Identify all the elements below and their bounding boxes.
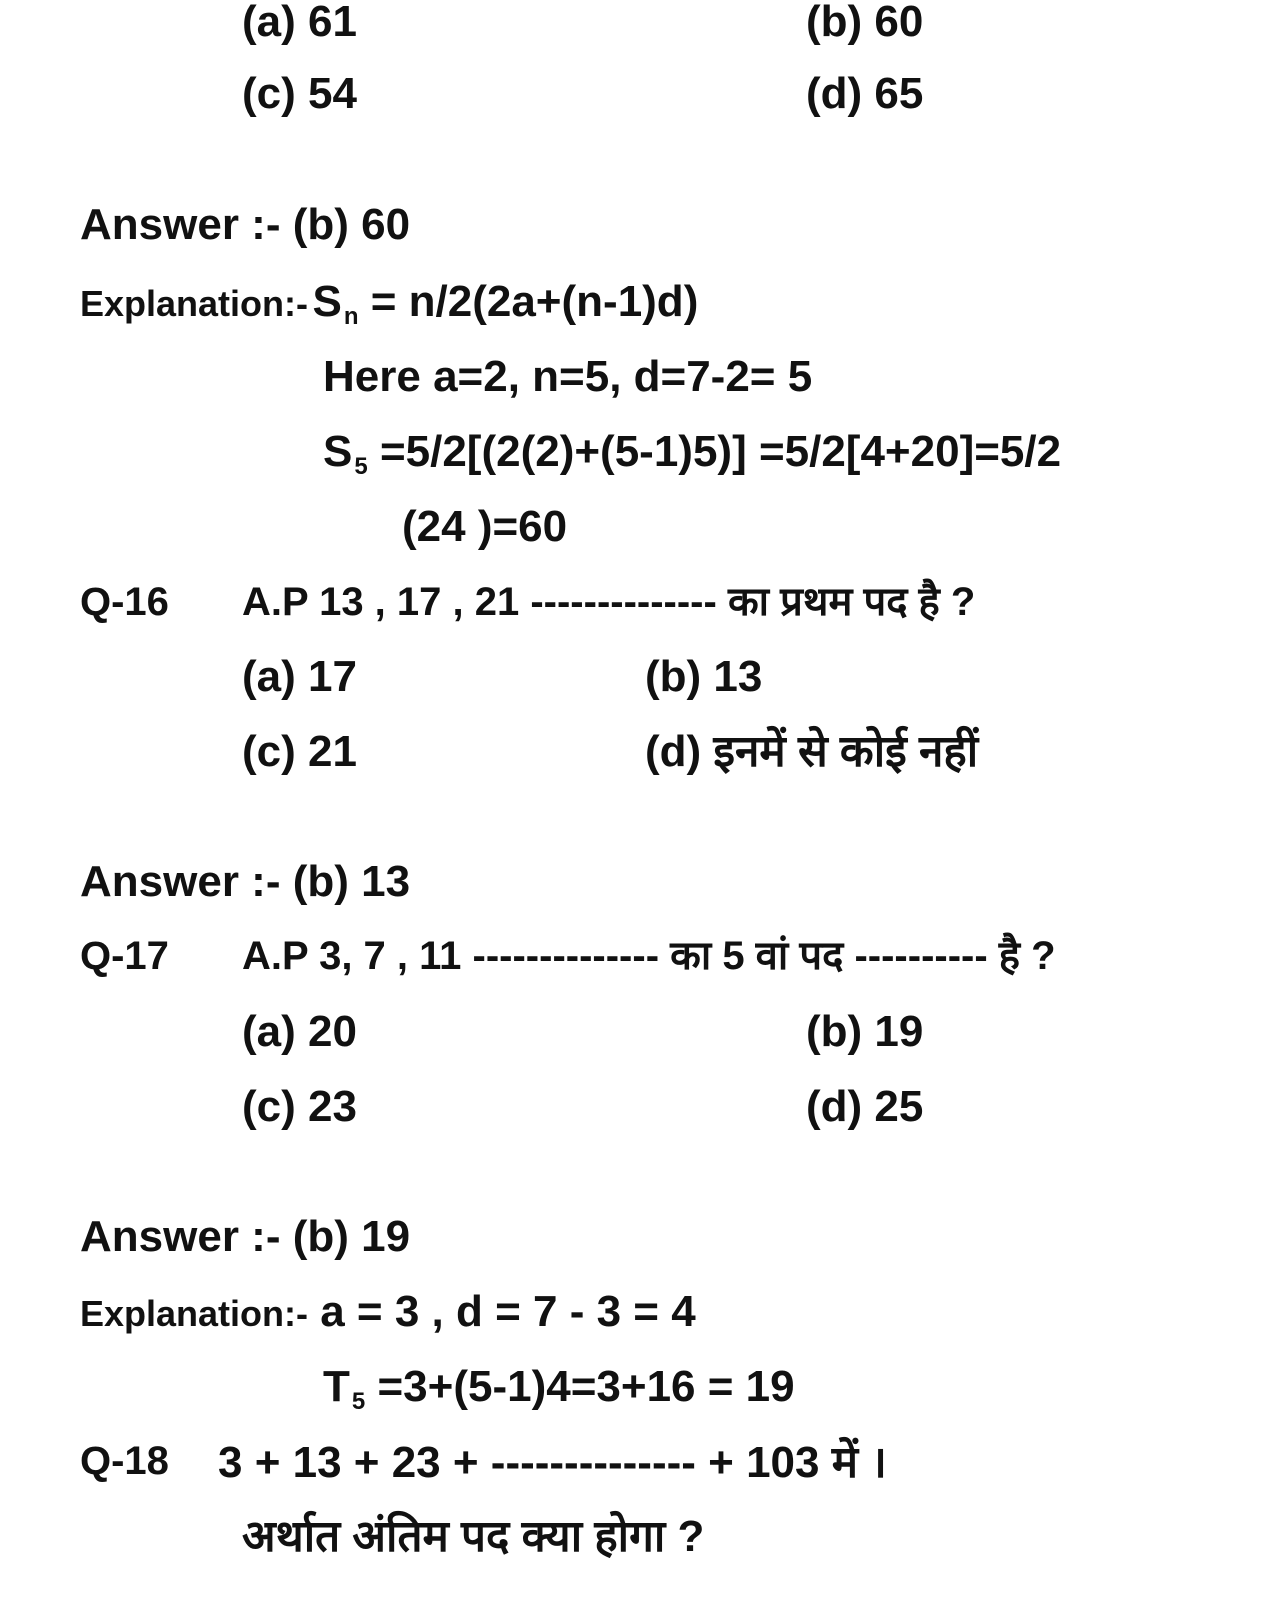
t5-symbol: T: [323, 1362, 350, 1411]
s5-subscript: 5: [354, 453, 368, 480]
option-c: (c) 21: [242, 727, 357, 776]
question-text: A.P 13 , 17 , 21 -------------- का प्रथम पद है ?: [242, 580, 976, 624]
option-d: (d) 65: [806, 69, 924, 118]
explanation-line: [80, 1287, 696, 1336]
s5-expression: =5/2[(2(2)+(5-1)5)] =5/2[4+20]=5/2: [367, 427, 1062, 476]
answer-line: Answer :- (b) 19: [80, 1212, 411, 1261]
explanation-label: Explanation:-: [80, 1293, 309, 1334]
option-b: (b) 13: [645, 652, 763, 701]
option-b: (b) 60: [806, 0, 924, 46]
option-b: (b) 19: [806, 1007, 924, 1056]
question-number: Q-17: [80, 934, 169, 978]
option-c: (c) 23: [242, 1082, 357, 1131]
s5-symbol: S: [323, 427, 353, 476]
sum-formula: = n/2(2a+(n-1)d): [358, 277, 699, 326]
option-d: (d) इनमें से कोई नहीं: [645, 727, 979, 776]
answer-line: Answer :- (b) 13: [80, 857, 411, 906]
question-text-line2: अर्थात अंतिम पद क्या होगा ?: [242, 1512, 705, 1561]
question-text: 3 + 13 + 23 + -------------- + 103 में ।: [218, 1438, 887, 1487]
sum-subscript: n: [343, 303, 359, 330]
question-text: A.P 3, 7 , 11 -------------- का 5 वां पद ---------- है ?: [242, 934, 1056, 978]
explanation-label: Explanation:-: [80, 283, 309, 324]
option-a: (a) 61: [242, 0, 357, 46]
explanation-line: [80, 277, 699, 330]
sum-symbol: S: [312, 277, 342, 326]
t5-subscript: 5: [351, 1388, 366, 1415]
given-values: Here a=2, n=5, d=7-2= 5: [323, 352, 813, 401]
explanation-values: a = 3 , d = 7 - 3 = 4: [308, 1287, 696, 1336]
option-a: (a) 20: [242, 1007, 357, 1056]
s5-result: (24 )=60: [402, 502, 568, 551]
t5-calculation: [323, 1362, 795, 1415]
option-d: (d) 25: [806, 1082, 924, 1131]
option-a: (a) 17: [242, 652, 357, 701]
answer-line: Answer :- (b) 60: [80, 200, 411, 249]
question-number: Q-18: [80, 1439, 169, 1483]
s5-calculation: [323, 427, 1062, 480]
question-number: Q-16: [80, 580, 169, 624]
option-c: (c) 54: [242, 69, 357, 118]
t5-expression: =3+(5-1)4=3+16 = 19: [365, 1362, 795, 1411]
